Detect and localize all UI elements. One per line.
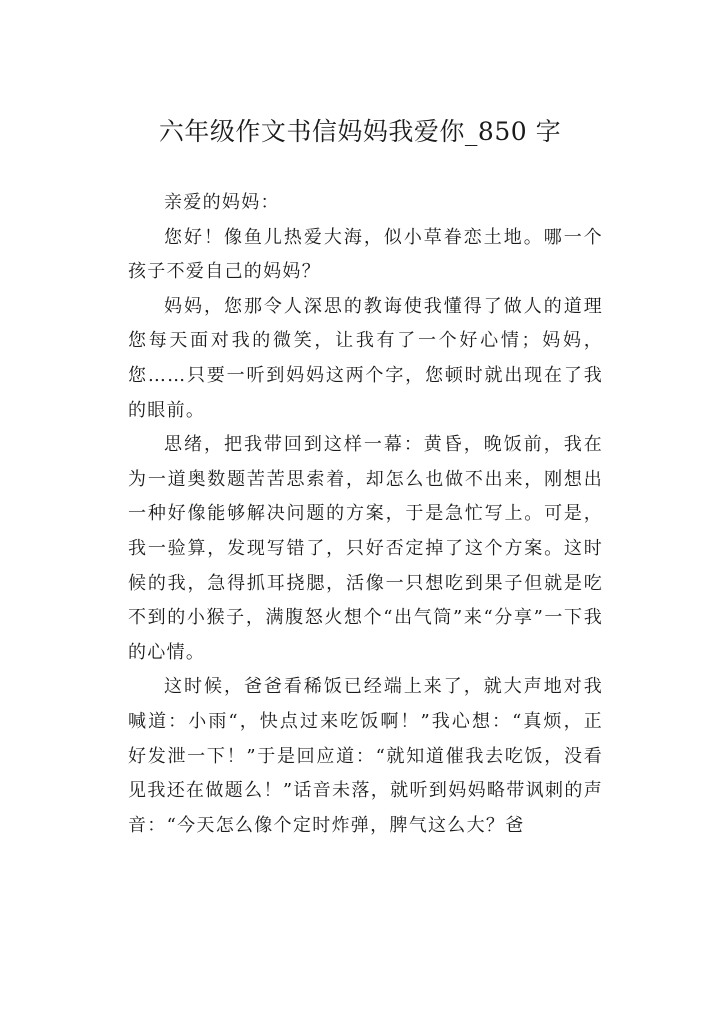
paragraph-greeting: 您好！像鱼儿热爱大海，似小草眷恋土地。哪一个孩子不爱自己的妈妈？ [128,226,603,283]
document-title: 六年级作文书信妈妈我爱你_850 字 [158,116,562,146]
paragraph-salutation: 亲爱的妈妈： [164,192,280,213]
paragraph-dinner: 这时候，爸爸看稀饭已经端上来了，就大声地对我喊道：小雨“，快点过来吃饭啊！”我心想：“真烦，正好发泄一下！”于是回应道：“就知道催我去吃饭，没看见我还在做题么！”话音未落，就听到妈妈略带讽刺的声音：“今天怎么像个定时炸弹，脾气这么大？爸 [128,676,603,836]
paragraph-memory: 思绪，把我带回到这样一幕：黄昏，晚饭前，我在为一道奥数题苦苦思索着，却怎么也做不出来，刚想出一种好像能够解决问题的方案，于是急忙写上。可是，我一验算，发现写错了，只好否定掉了这个方案。这时候的我，急得抓耳挠腮，活像一只想吃到果子但就是吃不到的小猴子，满腹怒火想个“出气筒”来“分享”一下我的心情。 [128,434,603,663]
paragraph-teaching: 妈妈，您那令人深思的教诲使我懂得了做人的道理您每天面对我的微笑，让我有了一个好心情；妈妈，您……只要一听到妈妈这两个字，您顿时就出现在了我的眼前。 [128,295,603,421]
document-body [128,186,603,843]
